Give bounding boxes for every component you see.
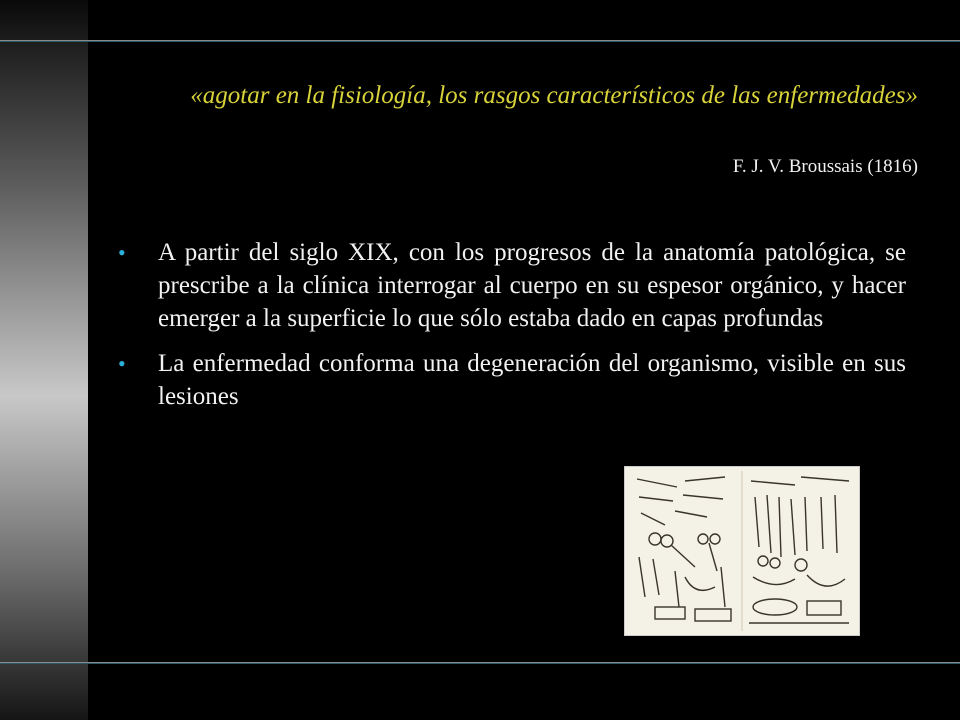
bullet-icon: • [118,240,126,265]
slide-quote: «agotar en la fisiología, los rasgos característicos de las enfermedades» [190,82,918,109]
top-divider [0,40,960,42]
left-gradient-bar [0,0,88,720]
instruments-drawing-icon [625,467,859,635]
bullet-item [116,236,906,335]
surgical-instruments-illustration [624,466,860,636]
bullet-icon: • [118,351,126,376]
bullet-text: A partir del siglo XIX, con los progresos de la anatomía patológica, se prescribe a la clínica interrogar al cuerpo en su espesor orgánico, y hacer emerger a la superficie lo que sólo estaba dado en capas profundas [158,239,906,332]
bullet-list [116,236,906,425]
bullet-text: La enfermedad conforma una degeneración del organismo, visible en sus lesiones [158,350,906,410]
bottom-divider [0,662,960,664]
bullet-item [116,347,906,413]
quote-attribution: F. J. V. Broussais (1816) [732,156,918,177]
